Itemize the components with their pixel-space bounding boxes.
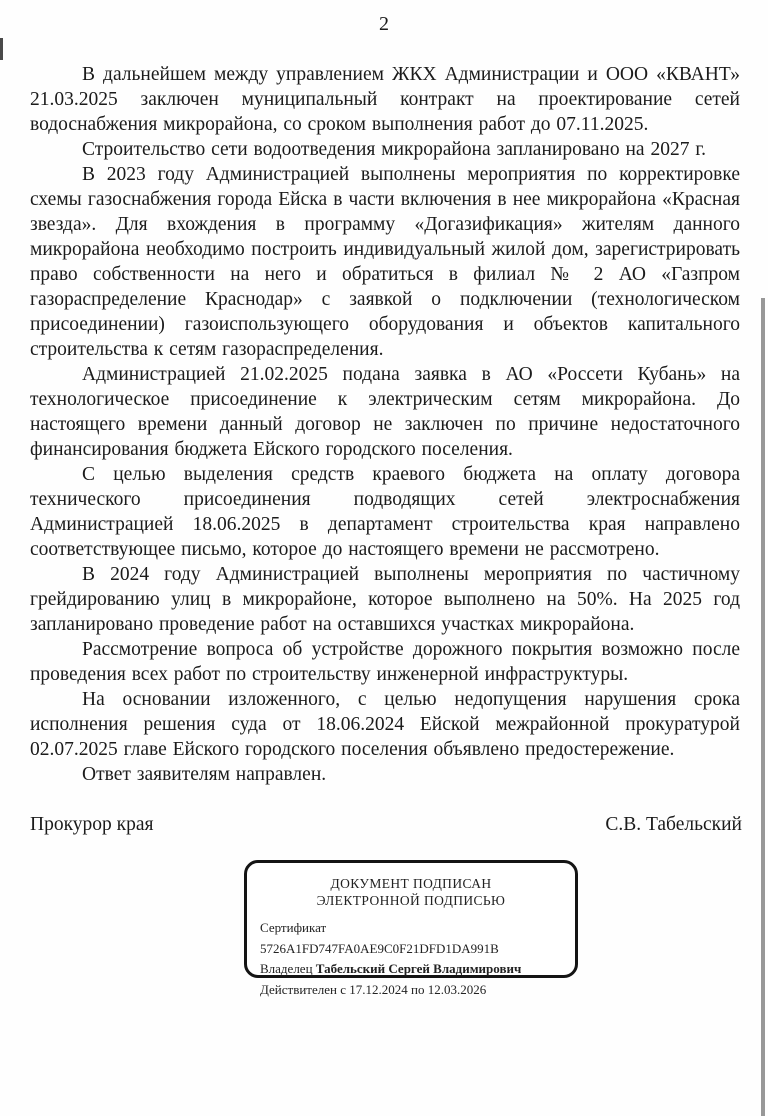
paragraph-reply-sent: Ответ заявителям направлен. [82,764,327,785]
paragraph-water-disposal-plan: Строительство сети водоотведения микрорайона запланировано на 2027 г. [82,139,707,160]
stamp-title [260,875,562,909]
certificate-label: Сертификат [260,920,327,935]
certificate-value: 5726A1FD747FA0AE9C0F21DFD1DA991B [260,940,499,956]
owner-name: Табельский Сергей Владимирович [315,961,522,976]
stamp-title-line2: ЭЛЕКТРОННОЙ ПОДПИСЬЮ [316,893,506,908]
paragraph-gas-supply-scheme: В 2023 году Администрацией выполнены мероприятия по корректировке схемы газоснабжения города Ейска в части включения в нее микрорайона «Красная звезда». Для вхождения в программу «Догазификация» жителям данного микрорайона необходимо построить индивидуальный жилой дом, зарегистрировать право собственности на него и обратиться в филиал № 2 АО «Газпром газораспределение Краснодар» с заявкой о подключении (технологическом присоединении) газоиспользующего оборудования и объектов капитального строительства к сетям газораспределения. [30,164,740,360]
stamp-title-line1: ДОКУМЕНТ ПОДПИСАН [330,876,492,891]
paragraph-street-grading: В 2024 году Администрацией выполнены мероприятия по частичному грейдированию улиц в микрорайоне, которое выполнено на 50%. На 2025 год запланировано проведение работ на оставшихся участках микрорайона. [30,564,740,635]
validity-label: Действителен [260,981,337,997]
stamp-validity-row [260,980,562,1001]
page-number: 2 [379,13,389,35]
stamp-certificate-row [260,918,562,959]
scan-artifact-right-line [761,298,765,1116]
document-body [30,62,740,787]
stamp-details [260,918,562,1000]
paragraph-contract-water-supply: В дальнейшем между управлением ЖКХ Администрации и ООО «КВАНТ» 21.03.2025 заключен муниципальный контракт на проектирование сетей водоснабжения микрорайона, со сроком выполнения работ до 07.11.2025. [30,64,740,135]
electronic-signature-stamp [244,860,578,997]
signer-position: Прокурор края [30,814,154,835]
owner-label: Владелец [260,961,313,976]
stamp-owner-row [260,959,562,980]
paragraph-road-surface: Рассмотрение вопроса об устройстве дорожного покрытия возможно после проведения всех работ по строительству инженерной инфраструктуры. [30,639,740,685]
scan-artifact-left-mark [0,38,3,60]
paragraph-grid-connection-request: Администрацией 21.02.2025 подана заявка в АО «Россети Кубань» на технологическое присоединение к электрическим сетям микрорайона. До настоящего времени данный договор не заключен по причине недостаточного финансирования бюджета Ейского городского поселения. [30,364,740,460]
paragraph-warning-issued: На основании изложенного, с целью недопущения нарушения срока исполнения решения суда от 18.06.2024 Ейской межрайонной прокуратурой 02.07.2025 главе Ейского городского поселения объявлено предостережение. [30,689,740,760]
validity-dates: с 17.12.2024 по 12.03.2026 [340,981,487,997]
paragraph-regional-budget-letter: С целью выделения средств краевого бюджета на оплату договора технического присоединения подводящих сетей электроснабжения Администрацией 18.06.2025 в департамент строительства края направлено соответствующее письмо, которое до настоящего времени не рассмотрено. [30,464,740,560]
signature-block [30,812,742,837]
signer-name: С.В. Табельский [605,814,742,835]
